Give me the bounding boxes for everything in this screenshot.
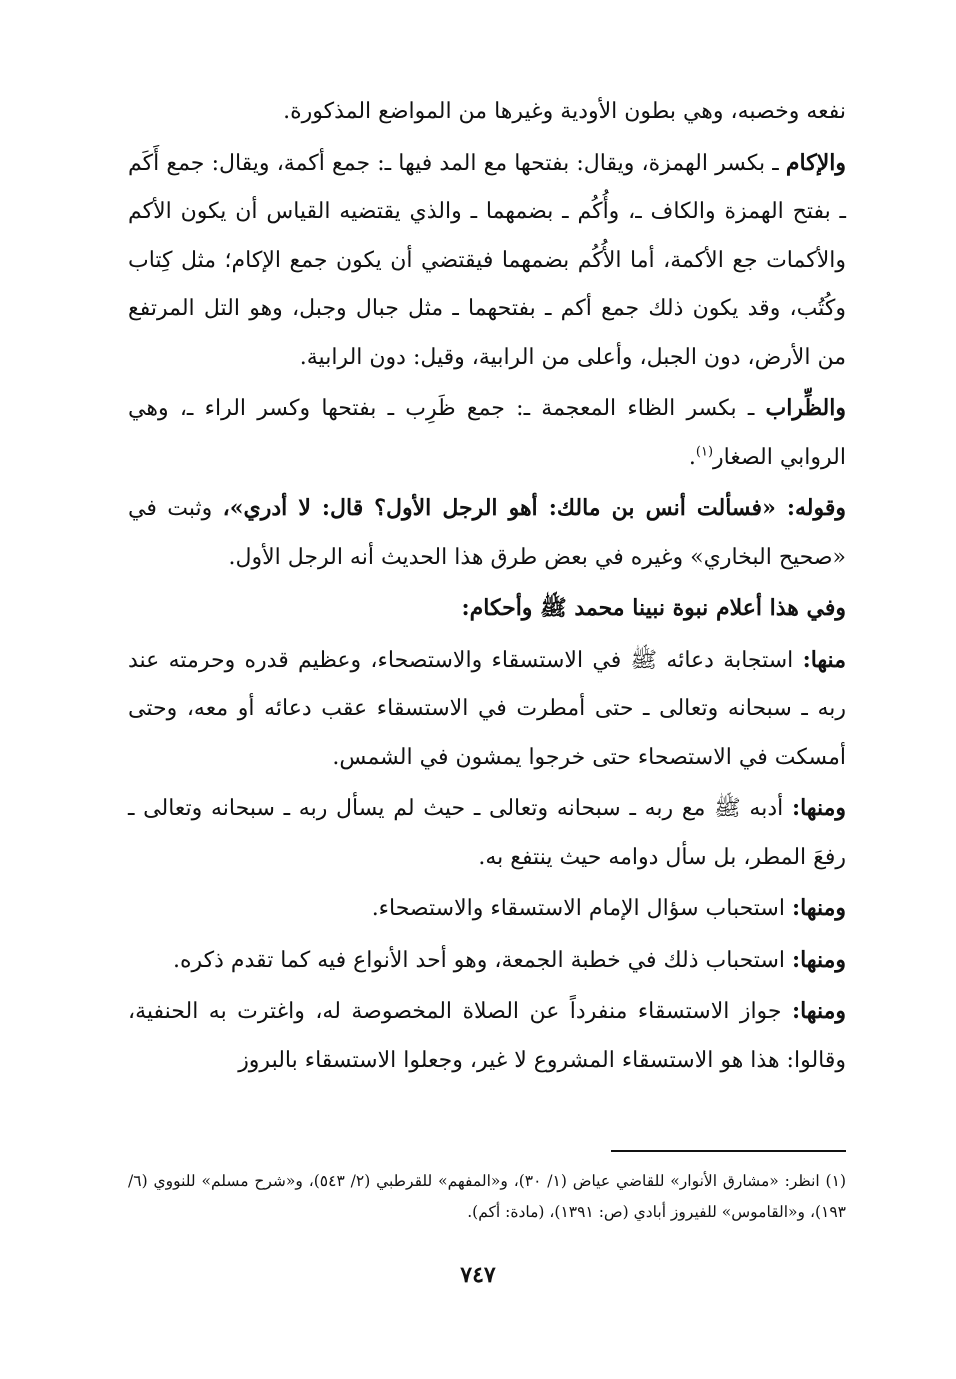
paragraph-text: ـ بكسر الهمزة، ويقال: بفتحها مع المد فيها ـ: جمع أكمة، ويقال: جمع أَكَم ـ بفتح الهمزة والكاف ـ، وأُكُم ـ بضمهما ـ والذي يقتضيه القياس أن يكون الأكم والأكمات جع الأكمة، أما الأُكُم بضمهما فيقتضي أن يكون جمع الإكام؛ مثل كِتاب وكُتُب، وقد يكون ذلك جمع أكم ـ بفتحهما ـ مثل جبال وجبل، وهو التل المرتفع من الأرض، دون الجبل، وأعلى من الرابية، وقيل: دون الرابية. — [128, 150, 846, 370]
paragraph-1 — [128, 88, 846, 137]
paragraph-tail: . — [688, 444, 696, 470]
paragraph-6 — [128, 636, 846, 783]
paragraph-lead: منها: — [802, 646, 846, 673]
paragraph-7 — [128, 784, 846, 882]
paragraph-9 — [128, 936, 846, 986]
paragraph-text: ـ بكسر الظاء المعجمة ـ: جمع ظَرِب ـ بفتحها وكسر الراء ـ، وهي الروابي الصغار — [128, 396, 846, 470]
paragraph-text: استحباب ذلك في خطبة الجمعة، وهو أحد الأنواع فيه كما تقدم ذكره. — [172, 947, 785, 973]
paragraph-text: وثبت في «صحيح البخاري» وغيره في بعض طرق هذا الحديث أنه الرجل الأول. — [128, 496, 846, 570]
paragraph-lead: ومنها: — [791, 795, 846, 821]
paragraph-text: استحباب سؤال الإمام الاستسقاء والاستصحاء. — [371, 896, 785, 921]
paragraph-5 — [128, 584, 846, 634]
paragraph-10 — [128, 987, 846, 1085]
paragraph-text: استجابة دعائه ﷺ في الاستسقاء والاستصحاء، وعظيم قدره وحرمته عند ربه ـ سبحانه وتعالى ـ حتى أمطرت في الاستسقاء عقب دعائه أو معه، وحتى أمسكت في الاستصحاء حتى خرجوا يمشون في الشمس. — [128, 647, 846, 770]
footnote-marker: (١) — [695, 444, 714, 460]
paragraph-lead: والإكام — [785, 149, 846, 176]
paragraph-2 — [128, 139, 846, 383]
paragraph-text: نفعه وخصبه، وهي بطون الأودية وغيرها من المواضع المذكورة. — [283, 99, 846, 124]
paragraph-lead: ومنها: — [791, 895, 846, 921]
paragraph-text: جواز الاستسقاء منفرداً عن الصلاة المخصوصة له، واغترت به الحنفية، وقالوا: هذا هو الاستسقاء المشروع لا غير، وجعلوا الاستسقاء بالبروز — [128, 999, 846, 1073]
footnote: (١) انظر: «مشارق الأنوار» للقاضي عياض (١/ ٣٠)، و«المفهم» للقرطبي (٢/ ٥٤٣)، و«شرح مسلم» للنووي (٦/ ١٩٣)، و«القاموس» للفيروز أبادي (ص: ١٣٩١)، (مادة: أكم). — [128, 1172, 846, 1221]
page-number: ٧٤٧ — [460, 1262, 496, 1288]
paragraph-8 — [128, 884, 846, 934]
paragraph-3 — [128, 384, 846, 482]
paragraph-lead: وقوله: «فسألت أنس بن مالك: أهو الرجل الأول؟ قال: لا أدري»، — [222, 495, 847, 521]
paragraph-lead: والظِّراب — [765, 395, 846, 421]
paragraph-4 — [128, 484, 846, 582]
paragraph-lead: وفي هذا أعلام نبوة نبينا محمد ﷺ وأحكام: — [461, 595, 846, 621]
paragraph-lead: ومنها: — [791, 946, 846, 973]
paragraph-text: أدبه ﷺ مع ربه ـ سبحانه وتعالى ـ حيث لم يسأل ربه ـ سبحانه وتعالى ـ رفعَ المطر، بل سأل دوامه حيث ينتفع به. — [128, 796, 846, 870]
paragraph-lead: ومنها: — [791, 998, 846, 1024]
footnote-divider — [611, 1150, 846, 1152]
main-text — [128, 88, 846, 1087]
